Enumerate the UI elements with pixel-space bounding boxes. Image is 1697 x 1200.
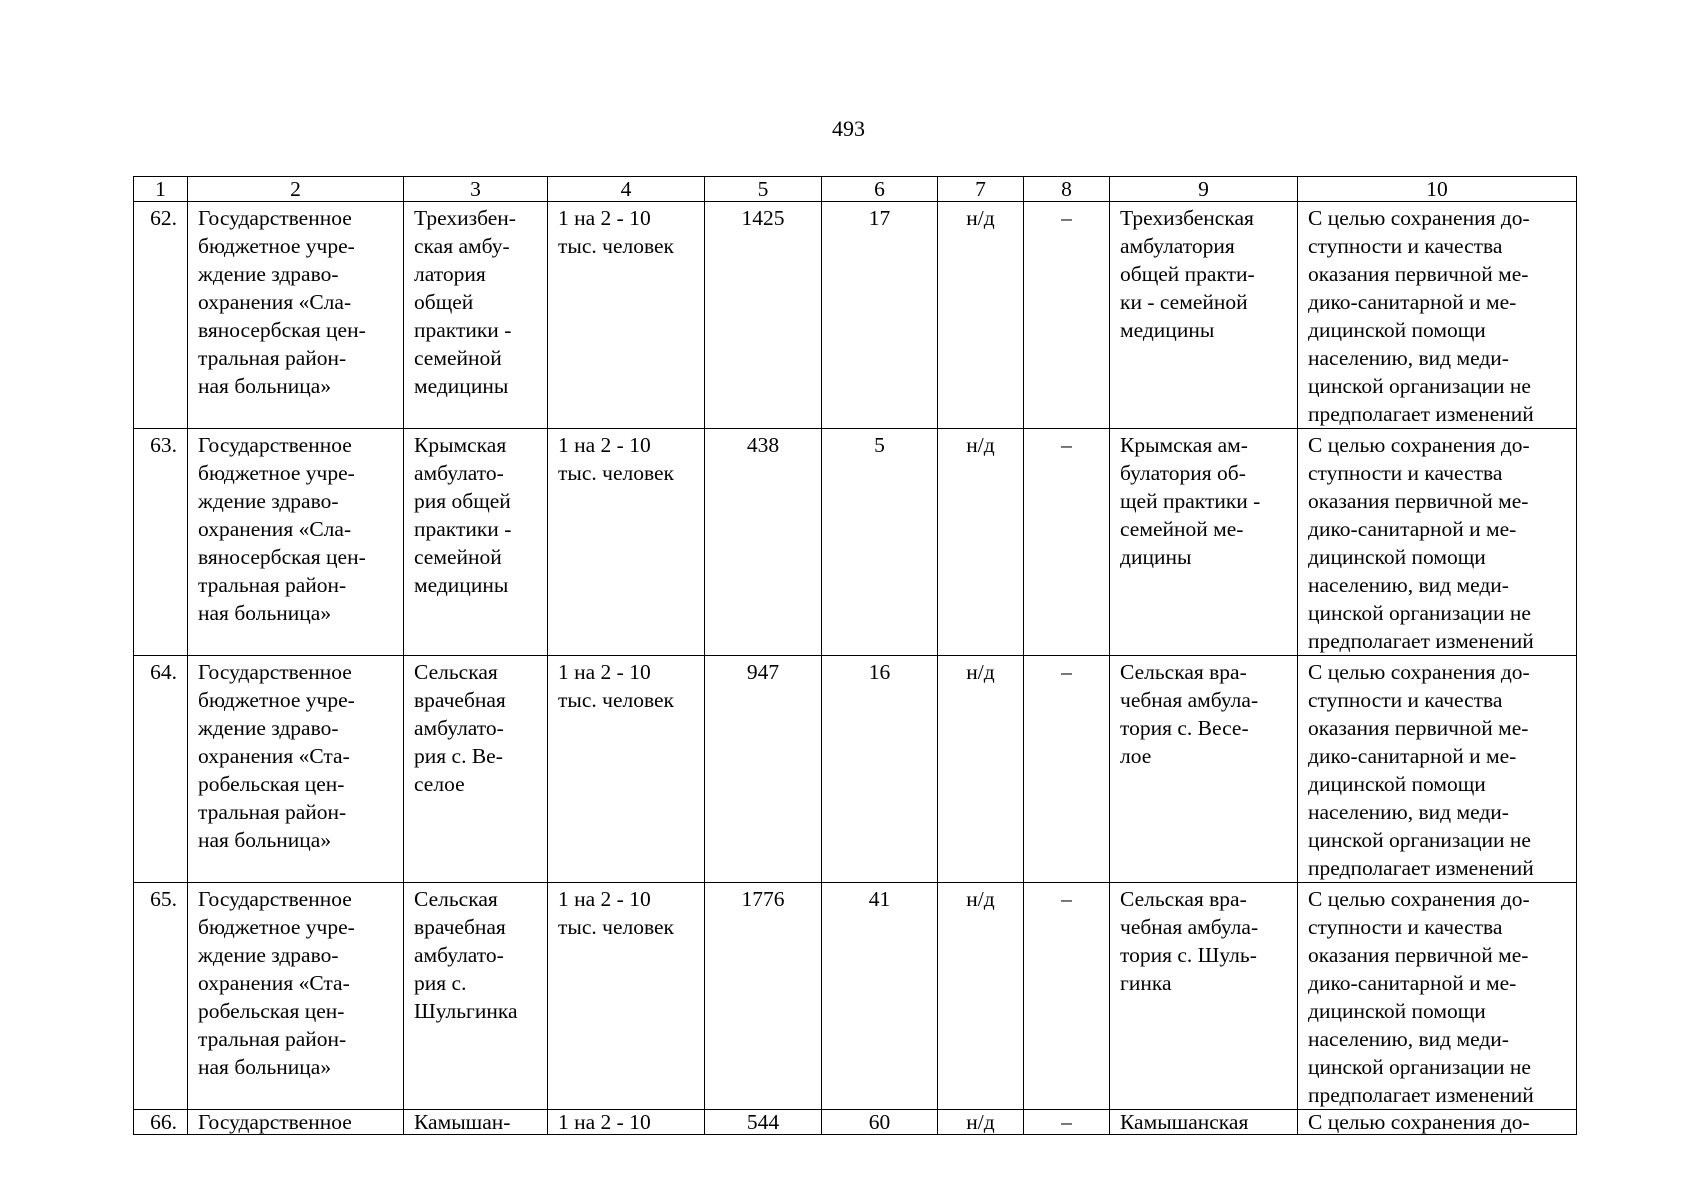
norm-cell [548, 429, 705, 656]
organization-name: Государственное [198, 1110, 352, 1134]
column-5-value: 1425 [741, 206, 785, 230]
table-row [134, 1110, 1577, 1135]
column-5-cell [705, 656, 822, 883]
column-8-value: – [1061, 887, 1072, 911]
row-number: 66. [150, 1110, 177, 1134]
page-number: 493 [832, 116, 865, 141]
unit-cell [404, 883, 548, 1110]
row-number-cell [134, 1110, 188, 1135]
column-8-cell [1024, 656, 1110, 883]
row-number: 64. [150, 660, 177, 684]
unit-name: Камышан- [414, 1110, 511, 1134]
column-6-cell [822, 883, 938, 1110]
row-number-cell [134, 656, 188, 883]
organization-cell [188, 202, 404, 429]
note-text: С целью сохранения до- ступности и качества оказания первичной ме- дико-санитарной и ме- дицинской помощи населению, вид меди- цинской организации не предполагает изменений [1308, 206, 1534, 426]
organization-cell [188, 656, 404, 883]
table-row [134, 656, 1577, 883]
target-cell [1110, 429, 1298, 656]
row-number-cell [134, 883, 188, 1110]
note-text: С целью сохранения до- [1308, 1110, 1530, 1134]
column-header: 9 [1110, 177, 1298, 202]
column-header: 10 [1298, 177, 1577, 202]
column-header: 2 [188, 177, 404, 202]
column-header: 6 [822, 177, 938, 202]
table-row [134, 883, 1577, 1110]
column-header: 3 [404, 177, 548, 202]
target-cell [1110, 202, 1298, 429]
unit-cell [404, 1110, 548, 1135]
organization-name: Государственное бюджетное учре- ждение здраво- охранения «Сла- вяносербская цен- тральная район- ная больница» [198, 206, 366, 398]
norm-value: 1 на 2 - 10 тыс. человек [558, 206, 674, 258]
norm-cell [548, 883, 705, 1110]
column-5-value: 947 [746, 660, 780, 684]
norm-value: 1 на 2 - 10 тыс. человек [558, 433, 674, 485]
unit-cell [404, 202, 548, 429]
organization-name: Государственное бюджетное учре- ждение здраво- охранения «Ста- робельская цен- тральная район- ная больница» [198, 887, 355, 1079]
column-8-value: – [1061, 660, 1072, 684]
column-8-cell [1024, 429, 1110, 656]
note-text: С целью сохранения до- ступности и качества оказания первичной ме- дико-санитарной и ме- дицинской помощи населению, вид меди- цинской организации не предполагает изменений [1308, 887, 1534, 1107]
norm-cell [548, 1110, 705, 1135]
column-5-cell [705, 202, 822, 429]
column-6-value: 41 [868, 887, 891, 911]
target-cell [1110, 1110, 1298, 1135]
column-header: 8 [1024, 177, 1110, 202]
column-6-cell [822, 1110, 938, 1135]
target-name: Камышанская [1120, 1110, 1249, 1134]
unit-name: Крымская амбулато- рия общей практики - семейной медицины [414, 433, 512, 597]
unit-name: Сельская врачебная амбулато- рия с. Ве- селое [414, 660, 506, 796]
note-cell [1298, 883, 1577, 1110]
column-8-value: – [1061, 433, 1072, 457]
target-cell [1110, 883, 1298, 1110]
target-name: Трехизбенская амбулатория общей практи- ки - семейной медицины [1120, 206, 1255, 342]
column-header: 4 [548, 177, 705, 202]
column-5-value: 1776 [741, 887, 785, 911]
norm-value: 1 на 2 - 10 тыс. человек [558, 887, 674, 939]
norm-value: 1 на 2 - 10 [558, 1110, 651, 1134]
column-7-value: н/д [966, 1110, 995, 1134]
row-number-cell [134, 202, 188, 429]
organization-name: Государственное бюджетное учре- ждение здраво- охранения «Ста- робельская цен- тральная район- ная больница» [198, 660, 355, 852]
column-8-cell [1024, 1110, 1110, 1135]
unit-name: Сельская врачебная амбулато- рия с. Шульгинка [414, 887, 518, 1023]
norm-cell [548, 202, 705, 429]
column-6-value: 60 [868, 1110, 891, 1134]
note-text: С целью сохранения до- ступности и качества оказания первичной ме- дико-санитарной и ме- дицинской помощи населению, вид меди- цинской организации не предполагает изменений [1308, 660, 1534, 880]
column-8-value: – [1061, 1110, 1072, 1134]
unit-cell [404, 429, 548, 656]
column-7-cell [938, 1110, 1024, 1135]
row-number: 65. [150, 887, 177, 911]
target-name: Сельская вра- чебная амбула- тория с. Весе- лое [1120, 660, 1259, 768]
norm-cell [548, 656, 705, 883]
organization-cell [188, 1110, 404, 1135]
column-header: 5 [705, 177, 822, 202]
column-8-value: – [1061, 206, 1072, 230]
column-6-cell [822, 202, 938, 429]
note-cell [1298, 429, 1577, 656]
note-text: С целью сохранения до- ступности и качества оказания первичной ме- дико-санитарной и ме- дицинской помощи населению, вид меди- цинской организации не предполагает изменений [1308, 433, 1534, 653]
norm-value: 1 на 2 - 10 тыс. человек [558, 660, 674, 712]
column-7-value: н/д [966, 433, 995, 457]
column-7-value: н/д [966, 660, 995, 684]
column-6-cell [822, 656, 938, 883]
row-number: 63. [150, 433, 177, 457]
table-row [134, 202, 1577, 429]
column-7-cell [938, 883, 1024, 1110]
column-5-value: 438 [746, 433, 780, 457]
column-6-value: 17 [868, 206, 891, 230]
target-name: Сельская вра- чебная амбула- тория с. Шуль- гинка [1120, 887, 1259, 995]
column-header: 1 [134, 177, 188, 202]
column-5-cell [705, 429, 822, 656]
table-header-row [134, 177, 1577, 202]
column-6-cell [822, 429, 938, 656]
column-7-value: н/д [966, 206, 995, 230]
row-number-cell [134, 429, 188, 656]
document-table [133, 176, 1577, 1135]
column-header: 7 [938, 177, 1024, 202]
note-cell [1298, 202, 1577, 429]
column-5-value: 544 [746, 1110, 780, 1134]
note-cell [1298, 1110, 1577, 1135]
column-5-cell [705, 883, 822, 1110]
target-name: Крымская ам- булатория об- щей практики - семейной ме- дицины [1120, 433, 1261, 569]
target-cell [1110, 656, 1298, 883]
column-8-cell [1024, 202, 1110, 429]
column-7-cell [938, 429, 1024, 656]
table-row [134, 429, 1577, 656]
column-7-cell [938, 202, 1024, 429]
unit-name: Трехизбен- ская амбу- латория общей практики - семейной медицины [414, 206, 516, 398]
organization-cell [188, 883, 404, 1110]
unit-cell [404, 656, 548, 883]
column-5-cell [705, 1110, 822, 1135]
note-cell [1298, 656, 1577, 883]
column-6-value: 16 [868, 660, 891, 684]
column-8-cell [1024, 883, 1110, 1110]
organization-cell [188, 429, 404, 656]
column-6-value: 5 [874, 433, 885, 457]
column-7-cell [938, 656, 1024, 883]
organization-name: Государственное бюджетное учре- ждение здраво- охранения «Сла- вяносербская цен- тральная район- ная больница» [198, 433, 366, 625]
column-7-value: н/д [966, 887, 995, 911]
row-number: 62. [150, 206, 177, 230]
